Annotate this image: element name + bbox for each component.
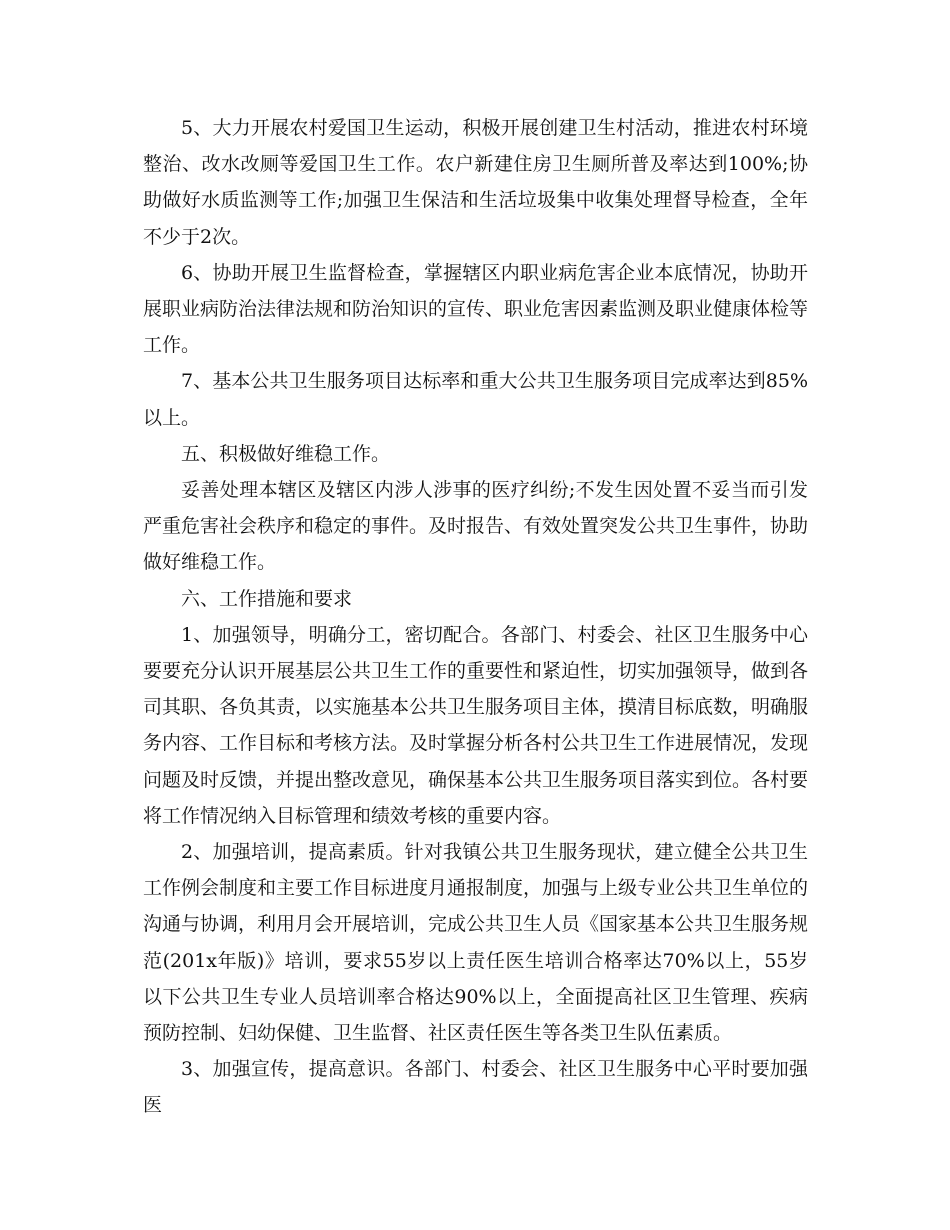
paragraph-stability: 妥善处理本辖区及辖区内涉人涉事的医疗纠纷;不发生因处置不妥当而引发严重危害社会秩序和稳定的事件。及时报告、有效处置突发公共卫生事件，协助做好维稳工作。 <box>143 479 809 574</box>
paragraph-item-7: 7、基本公共卫生服务项目达标率和重大公共卫生服务项目完成率达到85%以上。 <box>143 370 808 429</box>
paragraph-measure-3: 3、加强宣传，提高意识。各部门、村委会、社区卫生服务中心平时要加强医 <box>143 1058 808 1117</box>
paragraph-measure-2: 2、加强培训，提高素质。针对我镇公共卫生服务现状，建立健全公共卫生工作例会制度和主要工作目标进度月通报制度，加强与上级专业公共卫生单位的沟通与协调，利用月会开展培训，完成公共卫生人员《国家基本公共卫生服务规范(201x年版)》培训，要求55岁以上责任医生培训合格率达70%以上，55岁以下公共卫生专业人员培训率合格达90%以上，全面提高社区卫生管理、疾病预防控制、妇幼保健、卫生监督、社区责任医生等各类卫生队伍素质。 <box>143 841 809 1045</box>
document-body <box>143 110 808 1124</box>
paragraph-item-6: 6、协助开展卫生监督检查，掌握辖区内职业病危害企业本底情况，协助开展职业病防治法律法规和防治知识的宣传、职业危害因素监测及职业健康体检等工作。 <box>143 261 809 357</box>
section-heading-6: 六、工作措施和要求 <box>181 587 353 610</box>
paragraph-item-5: 5、大力开展农村爱国卫生运动，积极开展创建卫生村活动，推进农村环境整治、改水改厕等爱国卫生工作。农户新建住房卫生厕所普及率达到100%;协助做好水质监测等工作;加强卫生保洁和生活垃圾集中收集处理督导检查，全年不少于2次。 <box>143 117 808 248</box>
section-heading-5: 五、积极做好维稳工作。 <box>181 442 391 465</box>
paragraph-measure-1: 1、加强领导，明确分工，密切配合。各部门、村委会、社区卫生服务中心要要充分认识开展基层公共卫生工作的重要性和紧迫性，切实加强领导，做到各司其职、各负其责，以实施基本公共卫生服务项目主体，摸清目标底数，明确服务内容、工作目标和考核方法。及时掌握分析各村公共卫生工作进展情况，发现问题及时反馈，并提出整改意见，确保基本公共卫生服务项目落实到位。各村要将工作情况纳入目标管理和绩效考核的重要内容。 <box>143 623 809 827</box>
